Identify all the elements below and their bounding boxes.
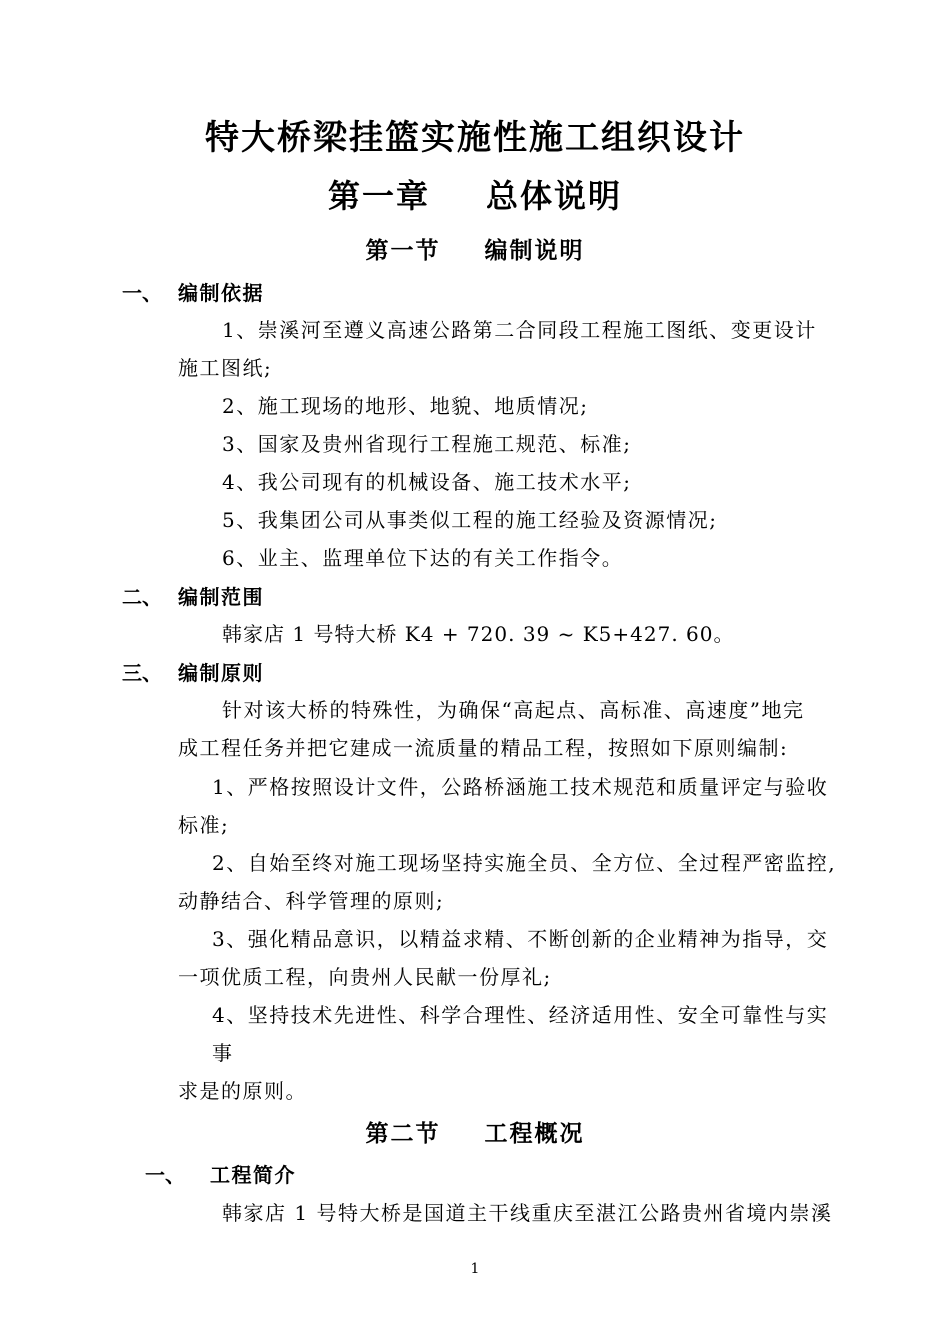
overview-text-line-1: 韩家店 1 号特大桥是国道主干线重庆至湛江公路贵州省境内崇溪 — [222, 1201, 833, 1225]
basis-item-4: 4、我公司现有的机械设备、施工技术水平; — [222, 470, 632, 494]
basis-item-1-line-1: 1、崇溪河至遵义高速公路第二合同段工程施工图纸、变更设计 — [222, 318, 817, 342]
principle-3-line-1: 3、强化精品意识，以精益求精、不断创新的企业精神为指导，交 — [212, 927, 829, 951]
part-number: 二、 — [122, 585, 162, 609]
part-number: 三、 — [122, 661, 162, 685]
part-heading: 工程简介 — [210, 1163, 296, 1187]
part-number: 一、 — [145, 1163, 185, 1187]
section-number: 第二节 — [365, 1120, 441, 1147]
part-heading: 编制原则 — [178, 661, 264, 685]
basis-item-3: 3、国家及贵州省现行工程施工规范、标准; — [222, 432, 632, 456]
section-heading-2 — [0, 1119, 950, 1149]
chapter-heading — [0, 174, 950, 218]
principle-4-line-2: 事 — [212, 1041, 234, 1065]
basis-item-6: 6、业主、监理单位下达的有关工作指令。 — [222, 546, 624, 570]
page-number: 1 — [470, 1261, 480, 1277]
part-heading: 编制范围 — [178, 585, 264, 609]
chapter-number: 第一章 — [327, 177, 430, 215]
principle-2-line-1: 2、自始至终对施工现场坚持实施全员、全方位、全过程严密监控, — [212, 851, 837, 875]
document-title: 特大桥梁挂篮实施性施工组织设计 — [205, 118, 745, 158]
part-number: 一、 — [122, 281, 162, 305]
principle-4-line-3: 求是的原则。 — [178, 1079, 307, 1103]
principle-2-line-2: 动静结合、科学管理的原则; — [178, 889, 445, 913]
principle-intro-line-2: 成工程任务并把它建成一流质量的精品工程，按照如下原则编制: — [178, 736, 789, 760]
principle-1-line-1: 1、严格按照设计文件，公路桥涵施工技术规范和质量评定与验收 — [212, 775, 829, 799]
section-number: 第一节 — [365, 237, 441, 264]
principle-4-line-1: 4、坚持技术先进性、科学合理性、经济适用性、安全可靠性与实 — [212, 1003, 829, 1027]
section-name: 工程概况 — [484, 1120, 585, 1147]
part-heading: 编制依据 — [178, 281, 264, 305]
chapter-name: 总体说明 — [486, 177, 623, 215]
principle-1-line-2: 标准; — [178, 813, 230, 837]
principle-intro-line-1: 针对该大桥的特殊性，为确保“高起点、高标准、高速度”地完 — [222, 698, 805, 722]
principle-3-line-2: 一项优质工程，向贵州人民献一份厚礼; — [178, 965, 552, 989]
basis-item-2: 2、施工现场的地形、地貌、地质情况; — [222, 394, 589, 418]
section-name: 编制说明 — [484, 237, 585, 264]
basis-item-1-line-2: 施工图纸; — [178, 356, 273, 380]
scope-text: 韩家店 1 号特大桥 K4 + 720. 39 ~ K5+427. 60。 — [222, 622, 735, 646]
basis-item-5: 5、我集团公司从事类似工程的施工经验及资源情况; — [222, 508, 718, 532]
section-heading-1 — [0, 236, 950, 266]
